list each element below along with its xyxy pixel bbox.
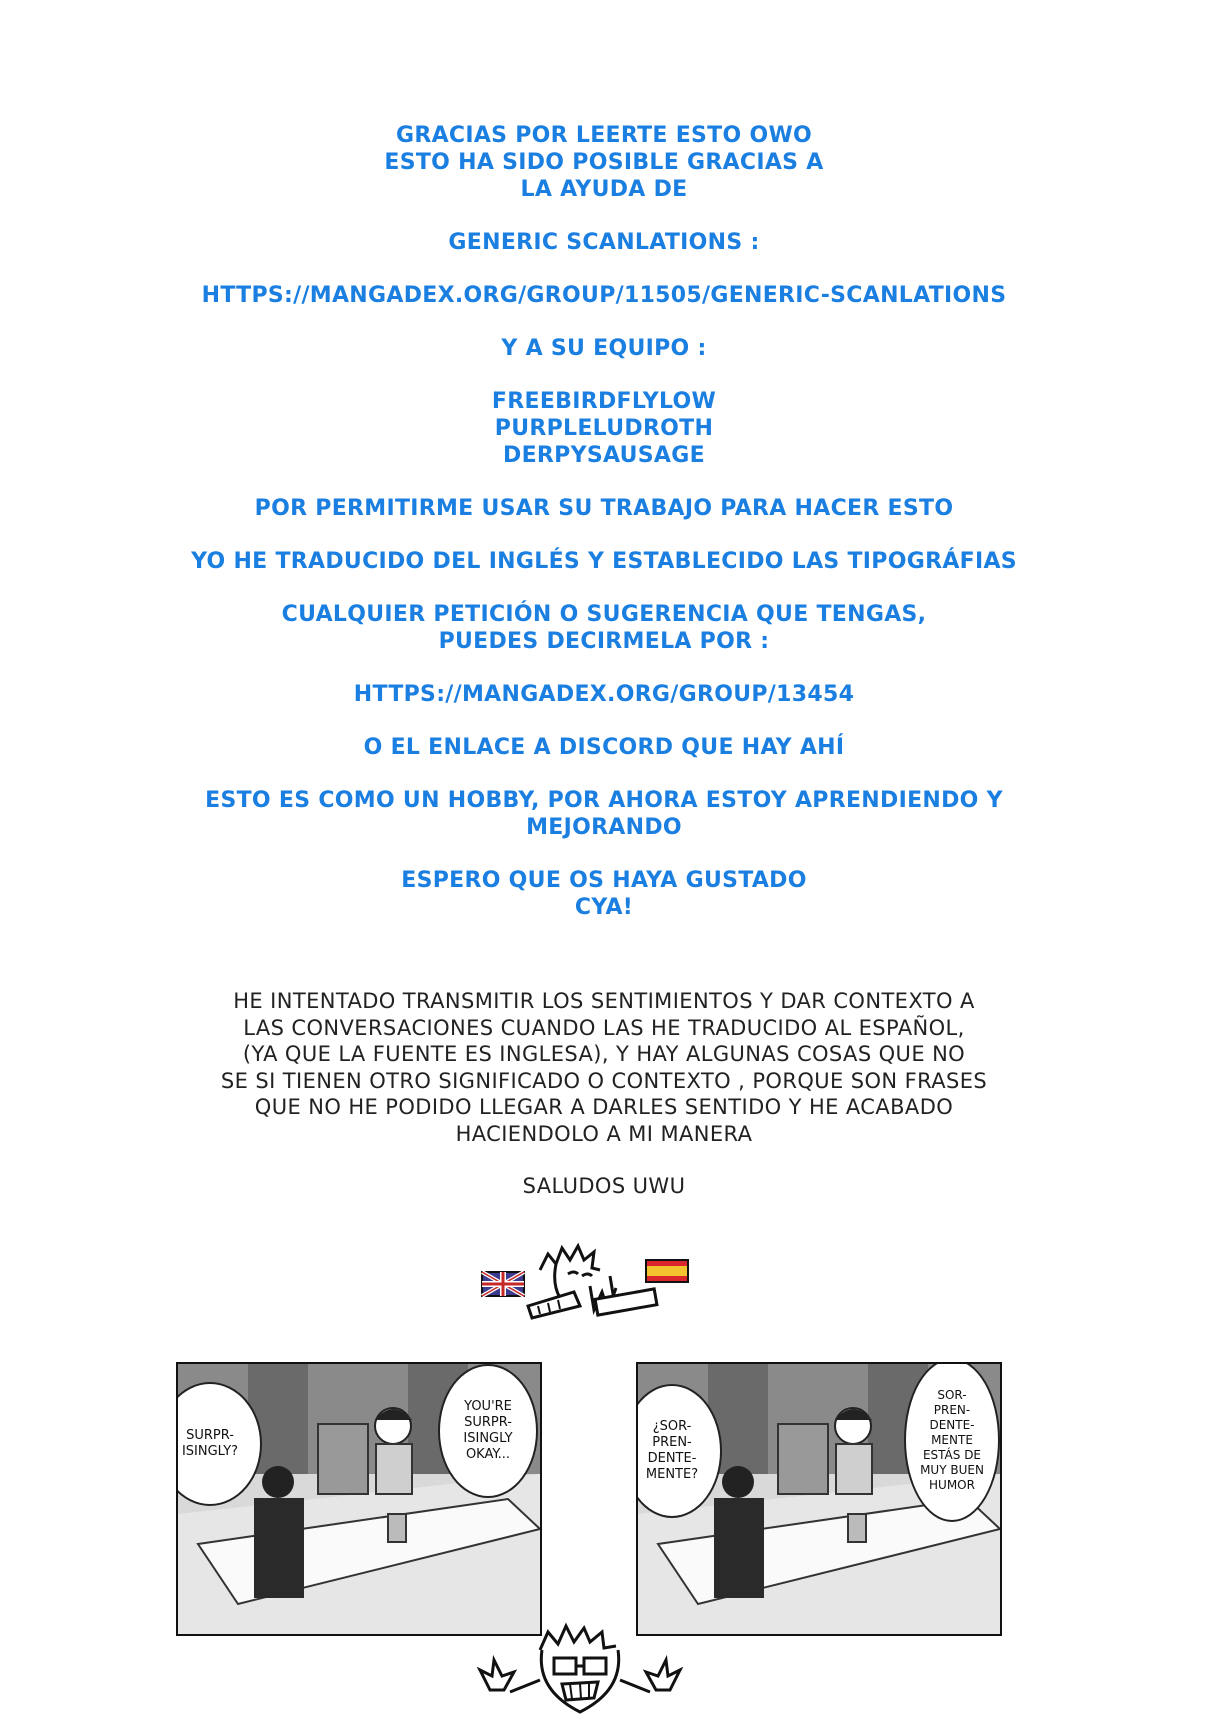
team-member: FREEBIRDFLYLOW (491, 389, 717, 414)
thanks-text: GRACIAS POR LEERTE ESTO OWO ESTO HA SIDO POSIBLE GRACIAS A LA AYUDA DE (384, 123, 824, 202)
credits-block (0, 122, 1208, 947)
translator-url[interactable]: HTTPS://MANGADEX.ORG/GROUP/13454 (353, 682, 855, 707)
hobby-text: ESTO ES COMO UN HOBBY, POR AHORA ESTOY APRENDIENDO Y MEJORANDO (205, 788, 1003, 840)
closing-text: ESPERO QUE OS HAYA GUSTADO CYA! (401, 868, 807, 920)
translation-note (0, 988, 1208, 1226)
bubble-text: ¿SOR- PREN- DENTE- MENTE? (645, 1419, 699, 1482)
requests-text: CUALQUIER PETICIÓN O SUGERENCIA QUE TENGAS, PUEDES DECIRMELA POR : (281, 602, 927, 654)
team-member: PURPLELUDROTH (494, 416, 714, 441)
group-url[interactable]: HTTPS://MANGADEX.ORG/GROUP/11505/GENERIC-SCANLATIONS (201, 283, 1007, 308)
team-heading: Y A SU EQUIPO : (501, 336, 707, 361)
spain-flag-icon (646, 1260, 688, 1282)
speech-bubble (438, 1364, 538, 1498)
uk-flag-icon (482, 1272, 524, 1296)
manga-panel-english (176, 1362, 542, 1636)
bubble-text: SURPR- ISINGLY? (181, 1428, 239, 1459)
team-members (0, 388, 1208, 469)
translated-text: YO HE TRADUCIDO DEL INGLÉS Y ESTABLECIDO LAS TIPOGRÁFIAS (191, 549, 1017, 574)
note-body: HE INTENTADO TRANSMITIR LOS SENTIMIENTOS Y DAR CONTEXTO A LAS CONVERSACIONES CUANDO LAS HE TRADUCIDO AL ESPAÑOL, (YA QUE LA FUENTE ES INGLESA), Y HAY ALGUNAS COSAS QUE NO SE SI TIENEN OTRO SIGNIFICADO O CONTEXTO , PORQUE SON FRASES QUE NO HE PODIDO LLEGAR A DARLES SENTIDO Y HE ACABADO HACIENDOLO A MI MANERA (220, 989, 988, 1146)
manga-panel-spanish (636, 1362, 1002, 1636)
team-member: DERPYSAUSAGE (503, 443, 705, 468)
cheering-doodle-icon (470, 1620, 690, 1718)
group-name: GENERIC SCANLATIONS : (448, 230, 760, 255)
speech-bubble (904, 1362, 1000, 1522)
bubble-text: YOU'RE SURPR- ISINGLY OKAY... (463, 1399, 513, 1462)
discord-text: O EL ENLACE A DISCORD QUE HAY AHÍ (363, 735, 845, 760)
translator-doodle-icon (470, 1240, 700, 1330)
permission-text: POR PERMITIRME USAR SU TRABAJO PARA HACER ESTO (254, 496, 954, 521)
bubble-text: SOR- PREN- DENTE- MENTE ESTÁS DE MUY BUEN HUMOR (920, 1387, 984, 1492)
note-greeting: SALUDOS UWU (522, 1174, 686, 1198)
